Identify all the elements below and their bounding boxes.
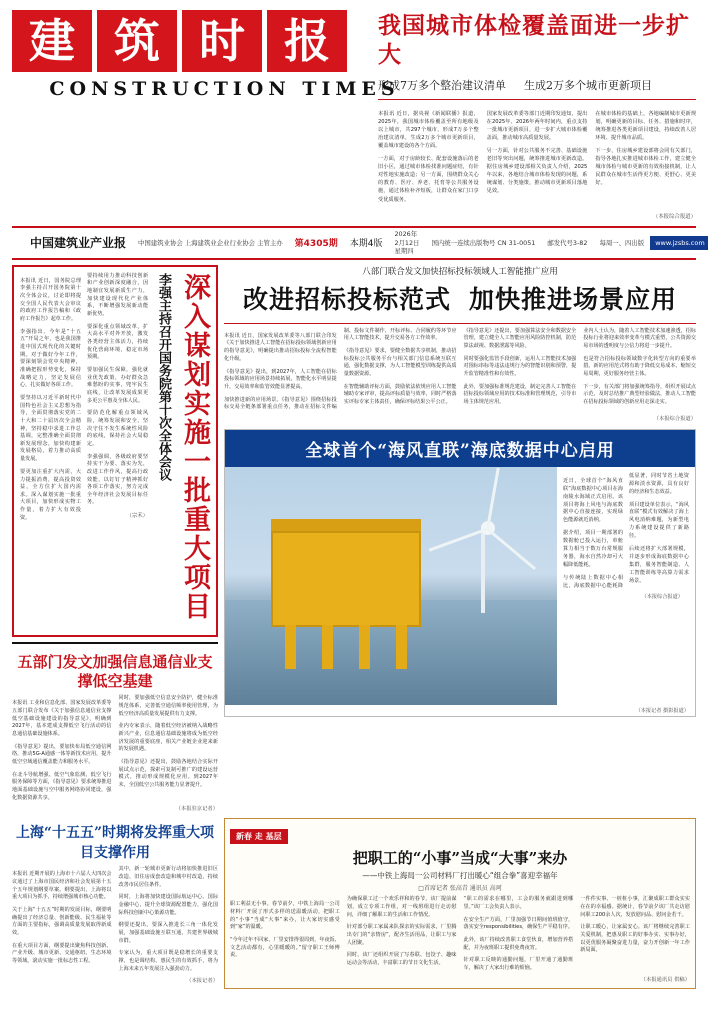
- platform-leg-2: [322, 625, 333, 669]
- lead-story-body: [378, 105, 696, 209]
- highlight-p2: 李强指出，今年是“十五五”开局之年，也是我国推进中国式现代化的关键时期。对于做好今年工作，要深刻领会党中央精神，准确把握形势变化，保持战略定力，坚定发展信心，扎实做好各项工作。: [20, 328, 82, 389]
- left-divider-1: [12, 642, 218, 644]
- shanghai-p7: 专家认为，重大项目既是稳增长的重要支撑，也是调结构、惠民生的有效抓手，将为上海未来五年发展注入强劲动力。: [118, 950, 218, 972]
- lead-p4: 另一方面，针对公共服务不完善、基础设施老旧等突出问题，统筹推进城市更新改造。据住房城乡建设部相关负责人介绍，2025年以来，各地结合城市体检发现的问题，系统谋划、分类施策，推动城市更新项目落地见效。: [486, 148, 588, 195]
- feature-p5: 后续还将扩大部署规模，并逐步形成海底数据中心集群，服务智能制造、人工智能训练等高算力需求场景。: [629, 546, 689, 584]
- offshore-platform-photo: [225, 467, 557, 705]
- highlight-p3: 要坚持以习近平新时代中国特色社会主义思想为指导，全面贯彻落实党的二十大和二十届历次全会精神，坚持稳中求进工作总基调，完整准确全面贯彻新发展理念，加快构建新发展格局，着力推动高质量发展。: [20, 395, 82, 463]
- main-title-part-1: 改进招标投标范式: [242, 284, 451, 314]
- lead-story-subheads: [378, 77, 696, 93]
- shanghai-p6: 纲要还提出，要深入推进长三角一体化发展，加强基础设施互联互通，共建世界级城市群。: [118, 922, 218, 944]
- bottom-feature-body: [230, 896, 690, 972]
- bottom-p3: 为确保职工过一个欢乐祥和的春节，该厂提前谋划，成立专项工作组，对一线班组进行走访慰问，详细了解职工的生活和工作情况。: [346, 896, 457, 918]
- paper-sponsor: 中国建筑业协会 上海建筑业企业行业协会 主管主办: [138, 238, 283, 247]
- website-link[interactable]: www.jzsbs.com: [650, 236, 708, 250]
- bottom-feature-subtitle: ——中铁上海局一公司材料厂打出暖心“组合拳”喜迎幸福年: [362, 871, 558, 881]
- bottom-p4: 针对部分职工家属来队探亲的实际需求，厂里腾出专门的“亲情房”，配齐生活用品，让职工与家人团聚。: [346, 924, 457, 946]
- main-p7: 同时要强化监管手段创新，运用人工智能技术加强对围标串标等违法违规行为的智能识别和预警，提升监管精准性和有效性。: [463, 355, 577, 378]
- article-telecom-body: [12, 695, 218, 802]
- main-article-rule: [224, 323, 696, 324]
- wind-turbine-blade-1: [486, 467, 500, 529]
- main-article: [224, 265, 696, 422]
- main-p10: 也是符合招标投标领域数字化转型方向的重要举措。新的应用范式将有助于降低交易成本、缩短交易周期，更好服务经营主体。: [583, 355, 696, 378]
- bottom-p10: 一件件实事、一桩桩小事，汇聚成职工群众实实在在的幸福感。据统计，春节前夕该厂共走访慰问职工200余人次，发放慰问品、慰问金若干。: [580, 896, 690, 918]
- masthead: [0, 0, 708, 220]
- lead-story: [364, 10, 696, 220]
- issue-date-weekday: 星期四: [394, 246, 414, 255]
- main-p6: 《指导意见》还提出，要加强算法安全和数据安全管理，建立健全人工智能应用风险防控机制，防范算法歧视、数据泄露等风险。: [463, 327, 577, 350]
- main-article-title: [224, 280, 696, 316]
- highlight-credit: （宗禾）: [126, 513, 149, 520]
- lead-sub-2: 生成2万多个城市更新项目: [524, 78, 652, 92]
- highlight-subtitle: 李强主持召开国务院第十次全体会议: [155, 272, 171, 481]
- photo-feature-body: [225, 467, 695, 705]
- lead-story-title: 我国城市体检覆盖面进一步扩大: [378, 12, 690, 68]
- bottom-feature-byline: □首席记者 张高青 通讯员 高珂: [418, 885, 502, 893]
- shanghai-p5: 同时，上海将加快建设国际航运中心、国际金融中心，提升全球资源配置能力，强化国际科技创新中心策源功能。: [118, 894, 218, 916]
- article-telecom: [12, 653, 218, 812]
- shanghai-p4: 其中，新一轮城市更新行动将加快推进旧区改造、旧住房成套改造和城中村改造，持续改善市民居住条件。: [118, 866, 218, 888]
- bottom-p9: 针对职工反映的通勤问题，厂里开通了通勤班车，解决了大家出行难的烦恼。: [463, 957, 574, 971]
- telecom-p6: 《指导意见》还提出，鼓励各地结合实际开展试点示范，探索可复制可推广的建设运营模式，推动形成规模化应用。到2027年末，全国低空公共服务能力显著提升。: [118, 758, 218, 788]
- wind-turbine-blade-3: [429, 527, 488, 551]
- highlight-p5: 要持续用力推动科技创新和产业创新深度融合，因地制宜发展新质生产力，加快建设现代化产业体系，不断增强发展新动能新优势。: [87, 272, 149, 317]
- main-p4: 《指导意见》要求，要健全数据共享机制，推动招标投标公共服务平台与相关部门信息系统互联互通，强化数据支撑，为人工智能模型训练提供高质量数据资源。: [343, 348, 457, 378]
- publish-frequency: 每周一、四出版: [599, 238, 645, 247]
- bottom-band: [0, 812, 708, 996]
- telecom-p3: 在北斗导航增强、低空气象监测、低空飞行服务保障等方面，《指导意见》要求统筹推进地面基础设施与空中服务网络协同建设，强化数据资源共享。: [12, 771, 112, 801]
- telecom-p1: 本报讯 工业和信息化部、国家发展改革委等五部门联合发布《关于加强信息通信业支撑低空基础设施建设的指导意见》，明确到2027年，基本建成支撑低空飞行活动的信息通信基础设施体系。: [12, 700, 112, 737]
- logo-characters: [12, 10, 364, 72]
- masthead-logo: [12, 10, 400, 220]
- highlight-article: [12, 265, 218, 637]
- main-article-kicker: 八部门联合发文加快招标投标领域人工智能推广应用: [362, 266, 558, 277]
- page-count: 本期4版: [349, 239, 383, 250]
- bottom-p6: “职工的需求在哪里，工会的服务就跟进到哪里。”该厂工会负责人表示。: [463, 896, 574, 910]
- lead-col-1: [378, 105, 479, 209]
- telecom-p5: 业内专家表示，随着低空经济被纳入战略性新兴产业，信息通信基础设施将成为低空经济发展的重要底座，相关产业链企业迎来新的发展机遇。: [118, 723, 218, 753]
- left-column: [12, 265, 218, 812]
- section-tag: 新春 走 基层: [230, 829, 288, 844]
- main-p8: 此外，要加强标准规范建设，制定完善人工智能在招标投标领域应用的技术标准和管理规范，引导市场主体规范应用。: [463, 383, 577, 406]
- photo-caption: （本报记者 摄影报道）: [635, 707, 689, 714]
- bottom-p1: 职工利益无小事。春节前夕，中铁上海局一公司材料厂开展了形式多样的送温暖活动，把职工的“小事”当成“大事”来办，让大家切实感受到“家”的温暖。: [230, 901, 340, 931]
- bottom-feature-article: [224, 818, 696, 988]
- lead-sub-1: 形成7万多个整治建议清单: [378, 78, 506, 92]
- main-p2: 《指导意见》提出，到2027年，人工智能在招标投标领域的应用场景持续拓展，智能化水平明显提升，交易效率和监管效能显著提高。: [224, 368, 337, 390]
- lead-p3: 国家发展改革委等部门近期印发通知，提出在2025年、2026年两年时间内，重点支持一批城市更新项目，进一步扩大城市体检覆盖面，推动城市高质量发展。: [486, 110, 588, 141]
- issue-date-day: 2月12日: [394, 238, 420, 247]
- feature-credit: （本报综合报道）: [641, 593, 683, 600]
- article-telecom-title: 五部门发文加强信息通信业支撑低空基建: [17, 652, 213, 690]
- main-p1: 本报讯 近日，国家发展改革委等八部门联合印发《关于加快推进人工智能在招标投标领域创新应用的指导意见》，明确提出推动招标投标全流程智能化升级。: [224, 332, 337, 362]
- lead-credit: （本报综合报道）: [652, 213, 696, 220]
- lead-p5: 在城市体检的基础上，各地编制城市更新规划，明确更新的目标、任务、措施和时序，统筹推进各类更新项目建设，持续改善人居环境、提升城市品质。: [595, 110, 697, 141]
- logo-char-3: 时: [182, 10, 262, 72]
- highlight-p7: 要加强民生保障，强化就业优先政策，办好群众急难愁盼的实事，兜牢民生底线，让改革发展成果更多更公平惠及全体人民。: [87, 366, 149, 404]
- photo-feature: [224, 429, 696, 717]
- platform-leg-3: [359, 625, 370, 669]
- lead-col-2: [487, 105, 588, 209]
- shanghai-p3: 在重大项目方面，纲要提出聚焦科技创新、产业升级、城市更新、交通枢纽、生态环境等领域，滚动实施一批标志性工程。: [12, 942, 112, 964]
- platform-legs: [285, 625, 407, 669]
- telecom-p2: 《指导意见》提出，要加快布局低空通信网络，推动5G-A通感一体等新技术应用，提升低空空域通信覆盖能力和服务水平。: [12, 743, 112, 765]
- highlight-p1: 本报讯 近日，国务院总理李强主持召开国务院第十次全体会议，讨论即将提交全国人民代表大会审议的政府工作报告稿和《政府工作报告》起草工作。: [20, 277, 82, 323]
- bottom-p5: 同时，该厂还组织开展了写春联、包饺子、趣味运动会等活动，丰富职工的节日文化生活。: [346, 952, 457, 966]
- telecom-credit: （本报驻京记者）: [175, 806, 218, 813]
- lead-p1: 本报讯 近日，据央视《新闻联播》报道，2025年，我国城市体检覆盖至所有地级及以上城市，共297个城市，形成7万多个整治建议清单，生成2万多个城市更新项目，覆盖城市建设的各个方面。: [378, 110, 479, 149]
- lead-p6: 下一步，住房城乡建设部将会同有关部门，指导各地扎实推进城市体检工作，建立健全城市体检与城市更新的有效衔接机制，让人民群众在城市生活得更方便、更舒心、更美好。: [595, 148, 697, 187]
- lead-col-3: [595, 105, 696, 209]
- main-article-credit: （本报综合报道）: [653, 415, 696, 422]
- platform-structure: [271, 531, 421, 627]
- highlight-p9: 李强强调，各级政府要坚持实干为要、落实为先，改进工作作风，提高行政效能，以钉钉子精神抓好各项工作落实，努力完成全年经济社会发展目标任务。: [87, 453, 149, 506]
- main-p5: 在智能辅助评标方面，鼓励依法依规应用人工智能辅助专家评审，提高评标质量与效率，同时严格落实评标专家主体责任，确保评标结果公平公正。: [343, 383, 457, 406]
- logo-char-2: 筑: [97, 10, 177, 72]
- bottom-feature-credit: （本报通讯员 供稿）: [640, 976, 690, 983]
- issue-info-bar: [12, 226, 705, 260]
- main-p3: 加快推进新的应用场景。《指导意见》围绕招标投标交易全链条部署重点任务，推动在招标文件编制、投标文件制作、开标评标、合同履约等环节应用人工智能技术，提升交易各方工作效率。: [224, 327, 457, 411]
- main-p11: 下一步，有关部门将加强统筹指导，组织开展试点示范，及时总结推广典型经验做法，推动人工智能在招标投标领域的创新应用走深走实。: [583, 383, 696, 406]
- telecom-p4: 同时，要加强低空信息安全防护，健全标准规范体系，完善低空通信频率使用管理，为低空经济高质量发展提供有力支撑。: [118, 695, 218, 717]
- photo-feature-text: [557, 467, 695, 705]
- lead-divider: [378, 99, 696, 100]
- article-shanghai-body: [12, 866, 218, 974]
- feature-p3: 与传统陆上数据中心相比，海底数据中心能耗降低显著，同时节省土地资源和淡水资源，具有良好的经济和生态效益。: [563, 472, 689, 589]
- right-column: [224, 265, 696, 812]
- article-shanghai-title: 上海“十五五”时期将发挥重大项目支撑作用: [15, 825, 215, 862]
- shanghai-credit: （本报记者）: [186, 978, 218, 985]
- issue-date-year: 2026年: [394, 230, 418, 239]
- highlight-p4: 要更加注重扩大内需，大力提振消费，提高投资效益，全方位扩大国内需求。深入谋划实施一批重大项目，加快形成实物工作量，着力扩大有效投资。: [20, 468, 82, 521]
- photo-feature-headline: 全球首个“海风直联”海底数据中心启用: [225, 430, 695, 467]
- shanghai-p2: 关于上海“十五五”时期的发展目标，纲要明确提出了经济总量、创新能级、民生福祉等方面的主要指标，强调高质量发展取得新成效。: [12, 906, 112, 936]
- bottom-p8: 此外，该厂持续改善职工食堂伙食，增加营养搭配，并为夜班职工提供免费夜宵。: [463, 936, 574, 951]
- platform-leg-4: [396, 625, 407, 669]
- feature-p4: 项目建设单位表示，“海风直联”模式有效解决了海上风电消纳难题，为新型电力系统建设提供了新路径。: [629, 501, 689, 540]
- main-article-body: [224, 328, 696, 412]
- lead-p2: 一方面，对于房龄较长、配套设施落后的老旧小区，通过城市体检找准问题症结，有针对性地实施改造；另一方面，围绕群众关心的教育、医疗、养老、托育等公共服务设施，通过体检补齐短板，让群众在家门口享受优质服务。: [378, 156, 479, 203]
- bottom-feature-tag-wrap: [230, 824, 690, 844]
- bottom-feature-title: 把职工的“小事”当成“大事”来办: [352, 849, 568, 868]
- highlight-body: [20, 273, 148, 629]
- bottom-p2: “今年过年不回家，厂里安排得很周到，年夜饭、文艺活动都有，心里暖暖的。”留守职工王师傅说。: [230, 936, 340, 959]
- main-p9: 业内人士认为，随着人工智能技术加速渗透，招标投标行业将迎来效率变革与模式重塑，公共资源交易市场的透明度与公信力将进一步提升。: [583, 327, 696, 350]
- main-title-part-2: 加快推进场景应用: [469, 284, 678, 314]
- feature-p1: 近日，全球首个“海风直联”海底数据中心项目在海南陵水海域正式启用。该项目将海上风电与海底数据中心直接连接，实现绿色能源就近消纳。: [563, 477, 623, 524]
- issue-number: 第4305期: [294, 239, 338, 250]
- issue-date: [388, 230, 425, 255]
- photo-feature-paragraphs: [563, 473, 689, 591]
- feature-p2: 据介绍，项目一期部署的数据舱已投入运行，单舱算力相当于数万台常规服务器，海水自然冷却可大幅降低能耗。: [563, 530, 623, 568]
- paper-subtitle: 中国建筑业产业报: [30, 236, 127, 251]
- highlight-title: 深入谋划实施一批重大项目: [179, 272, 210, 621]
- bottom-p11: 让职工暖心，让家属安心。该厂将继续完善职工关爱机制，把惠及职工的好事办实、实事办好，以更优服务凝聚奋进力量，奋力开创新一年工作新局面。: [580, 924, 690, 954]
- logo-char-1: 建: [12, 10, 92, 72]
- logo-char-4: 报: [267, 10, 347, 72]
- wind-turbine-blade-2: [487, 528, 536, 570]
- logo-english-name: CONSTRUCTION TIMES: [49, 78, 400, 100]
- bottom-p7: 在安全生产方面，厂里加强节日期间值班值守，落实安全responsibilities，确保生产平稳有序。: [463, 916, 574, 931]
- platform-leg-1: [285, 625, 296, 669]
- highlight-p8: 要防范化解重点领域风险，统筹发展和安全，坚决守住不发生系统性风险的底线，保持社会大局稳定。: [87, 410, 149, 447]
- highlight-p6: 要深化重点领域改革，扩大高水平对外开放，激发各类经营主体活力，持续优化营商环境，稳定市场预期。: [87, 323, 149, 361]
- postal-code: 邮发代号3-82: [547, 238, 588, 247]
- article-shanghai: [12, 818, 218, 988]
- cn-serial-number: 国内统一连续出版物号 CN 31-0051: [431, 238, 536, 247]
- wind-turbine-tower: [481, 527, 485, 613]
- page-body: [0, 260, 708, 812]
- shanghai-p1: 本报讯 近期开展的上海市十六届人大四次会议通过了上海市国民经济和社会发展第十五个五年规划纲要草案。纲要提出，上海将以重大项目为抓手，持续增强城市核心功能。: [12, 871, 112, 901]
